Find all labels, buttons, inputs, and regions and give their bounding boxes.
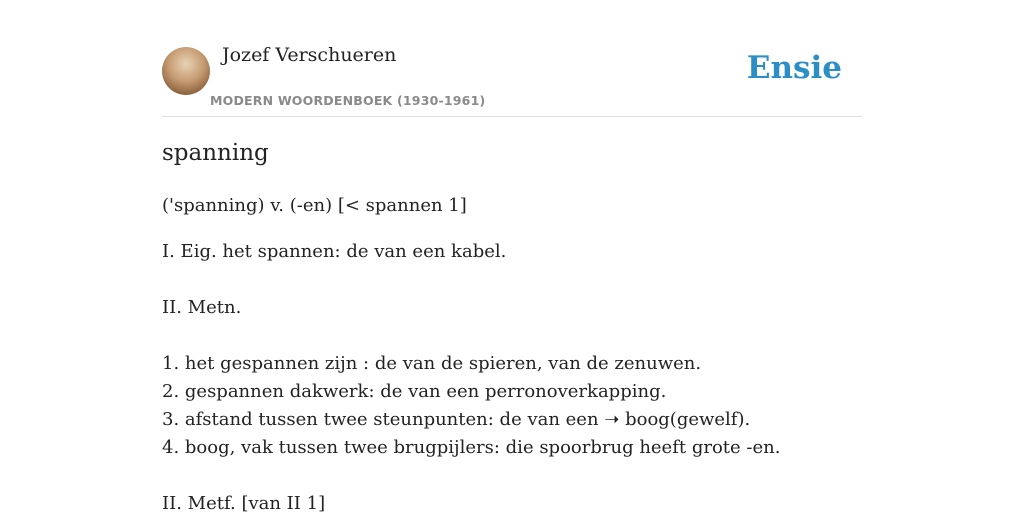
- definition-line: II. Metn.: [162, 297, 242, 318]
- definition-line: 3. afstand tussen twee steunpunten: de van een ➝ boog(gewelf).: [162, 409, 751, 430]
- definition-line: 2. gespannen dakwerk: de van een perronoverkapping.: [162, 381, 667, 402]
- header: [162, 0, 862, 117]
- definition-line: 1. het gespannen zijn : de van de spieren, van de zenuwen.: [162, 353, 702, 374]
- author-name[interactable]: Jozef Verschueren: [222, 44, 397, 66]
- etymology: ('spanning) v. (-en) [< spannen 1]: [162, 195, 467, 216]
- source-label[interactable]: MODERN WOORDENBOEK (1930-1961): [210, 93, 486, 108]
- definition-line: 4. boog, vak tussen twee brugpijlers: die spoorbrug heeft grote -en.: [162, 437, 781, 458]
- ensie-logo[interactable]: Ensie: [746, 50, 842, 86]
- definition-line: II. Metf. [van II 1]: [162, 493, 326, 512]
- definition-line: I. Eig. het spannen: de van een kabel.: [162, 241, 507, 262]
- headword: spanning: [162, 140, 269, 166]
- author-avatar[interactable]: [162, 47, 210, 95]
